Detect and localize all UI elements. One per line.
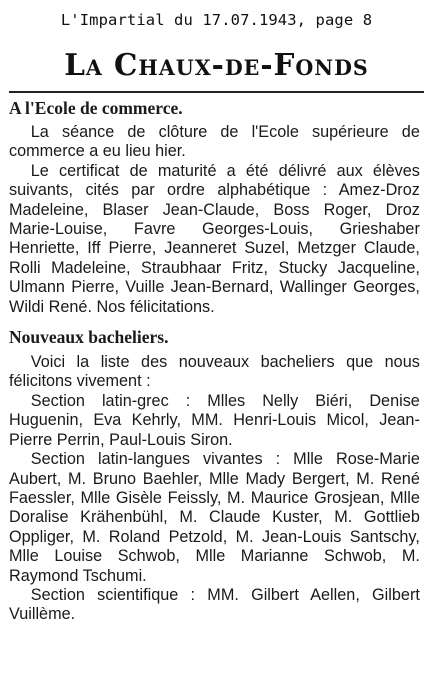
article-body bbox=[9, 123, 420, 317]
paragraph: Section latin-grec : Mlles Nelly Biéri, Denise Huguenin, Eva Kehrly, MM. Henri-Louis Micol, Jean-Pierre Perrin, Paul-Louis Siron. bbox=[9, 391, 420, 449]
paragraph: Section latin-langues vivantes : Mlle Rose-Marie Aubert, M. Bruno Baehler, Mlle Mady Bergert, M. René Faessler, Mlle Gisèle Feissly, M. Maurice Grosjean, Mlle Doralise Krähenbühl, M. Claude Kuster, M. Gottlieb Oppliger, M. Roland Petzold, M. Jean-Louis Santschy, Mlle Louise Schwob, Mlle Marianne Schwob, M. Raymond Tschumi. bbox=[9, 450, 420, 585]
paragraph: Section scientifique : MM. Gilbert Aellen, Gilbert Vuillème. bbox=[9, 585, 420, 624]
masthead-title: La Chaux-de-Fonds bbox=[64, 48, 369, 83]
article-title: Nouveaux bacheliers. bbox=[9, 327, 169, 348]
masthead-rule bbox=[9, 91, 424, 93]
article-ecole-de-commerce bbox=[9, 98, 424, 317]
citation-header: L'Impartial du 17.07.1943, page 8 bbox=[60, 11, 373, 29]
paragraph: Voici la liste des nouveaux bacheliers que nous félicitons vivement : bbox=[9, 353, 420, 391]
article-nouveaux-bacheliers bbox=[9, 327, 424, 625]
paragraph: La séance de clôture de l'Ecole supérieure de commerce a eu lieu hier. bbox=[9, 123, 420, 161]
paragraph: Le certificat de maturité a été délivré aux élèves suivants, cités par ordre alphabétique : Amez-Droz Madeleine, Blaser Jean-Claude, Boss Roger, Droz Marie-Louise, Favre Georges-Louis, Grieshaber Henriette, Iff Pierre, Jeanneret Suzel, Metzger Claude, Rolli Madeleine, Straubhaar Fritz, Stucky Jacqueline, Ulmann Pierre, Vuille Jean-Bernard, Wallinger Georges, Wildi René. Nos félicitations. bbox=[9, 161, 420, 316]
article-body bbox=[9, 353, 420, 625]
article-title: A l'Ecole de commerce. bbox=[9, 98, 183, 118]
